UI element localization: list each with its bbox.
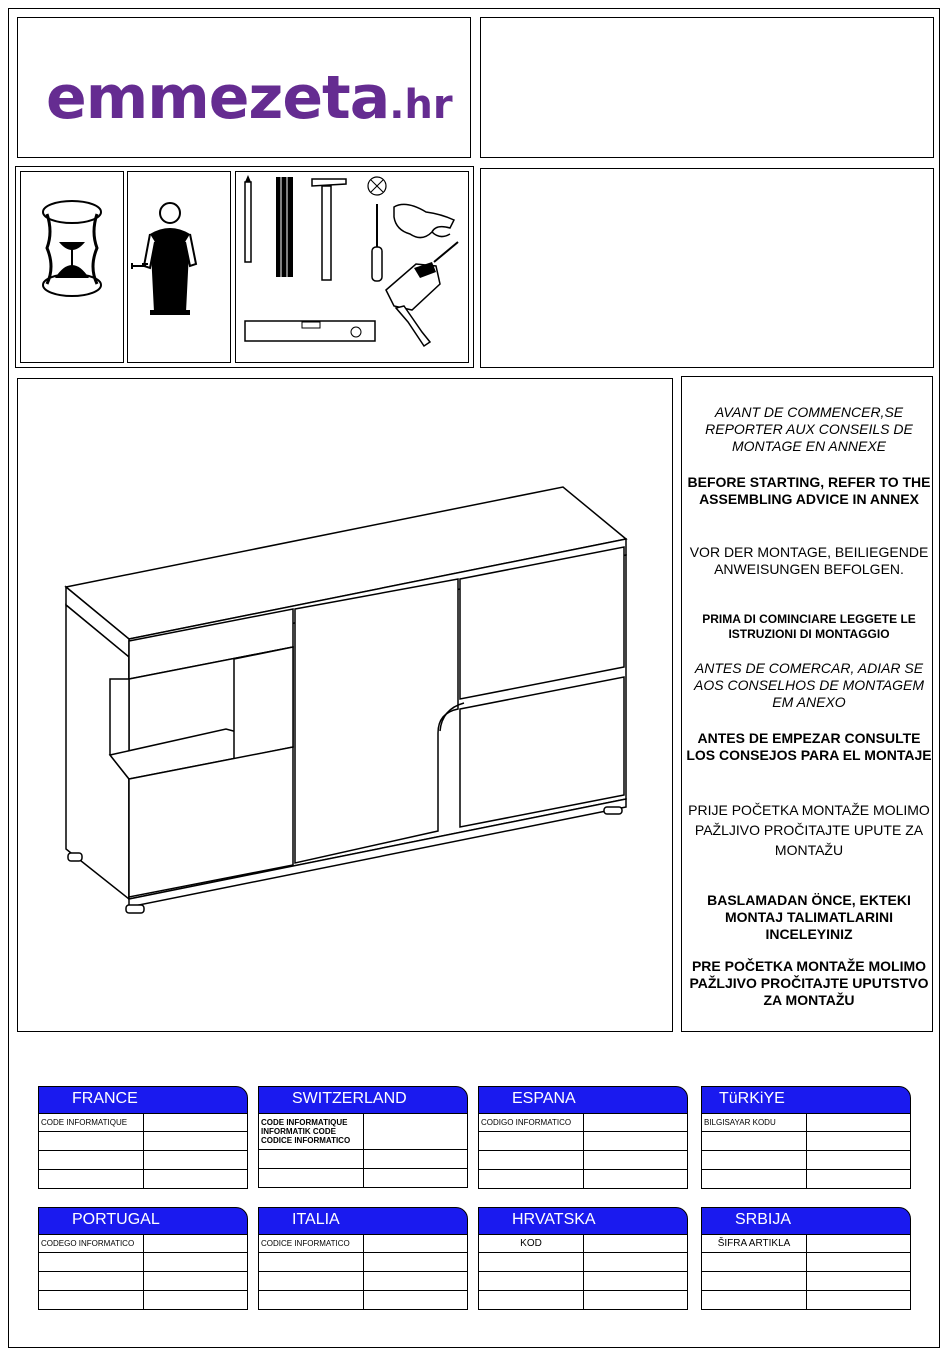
country-table-italia: [258, 1207, 468, 1310]
code-label-line: CODICE INFORMATICO: [261, 1135, 351, 1145]
code-label: CODICE INFORMATICO: [259, 1234, 364, 1253]
code-cell[interactable]: [807, 1113, 911, 1132]
code-cell[interactable]: [584, 1291, 688, 1310]
advice-turkish: BASLAMADAN ÖNCE, EKTEKI MONTAJ TALIMATLARINI INCELEYINIZ: [707, 892, 911, 942]
country-name: FRANCE: [72, 1090, 138, 1107]
code-cell[interactable]: [479, 1170, 584, 1189]
pencil-icon: [245, 175, 251, 262]
tools-panel: [235, 171, 469, 363]
country-table-srbija: [701, 1207, 911, 1310]
code-cell[interactable]: [39, 1170, 144, 1189]
code-table: [478, 1233, 688, 1310]
blank-tools-side-box: [480, 168, 934, 368]
code-label: ŠIFRA ARTIKLA: [702, 1234, 807, 1253]
stopwatch-icon: [21, 172, 125, 364]
code-label: KOD: [479, 1234, 584, 1253]
code-label: CODIGO INFORMATICO: [479, 1113, 584, 1132]
code-cell[interactable]: [807, 1132, 911, 1151]
code-label: CODEGO INFORMATICO: [39, 1234, 144, 1253]
crossed-screw-icon: [368, 177, 386, 195]
code-cell[interactable]: [144, 1234, 248, 1253]
logo-brand: emmezeta: [46, 63, 390, 133]
folding-ruler-icon: [276, 177, 293, 277]
country-tab: [38, 1207, 248, 1235]
code-label-line: INFORMATIK CODE: [261, 1126, 336, 1136]
code-cell[interactable]: [364, 1150, 468, 1169]
code-cell[interactable]: [584, 1234, 688, 1253]
product-illustration-box: [17, 378, 673, 1032]
advice-english: BEFORE STARTING, REFER TO THE ASSEMBLING ADVICE IN ANNEX: [687, 474, 931, 507]
country-tab: [701, 1086, 911, 1114]
advice-spanish: ANTES DE EMPEZAR CONSULTE LOS CONSEJOS PARA EL MONTAJE: [686, 730, 932, 763]
screwdriver-icon: [372, 204, 382, 281]
advice-portuguese: ANTES DE COMERCAR, ADIAR SE AOS CONSELHOS DE MONTAGEM EM ANEXO: [694, 660, 924, 710]
code-cell[interactable]: [702, 1291, 807, 1310]
advice-croatian: PRIJE POČETKA MONTAŽE MOLIMO PAŽLJIVO PROČITAJTE UPUTE ZA MONTAŽU: [688, 802, 930, 858]
code-cell[interactable]: [702, 1170, 807, 1189]
code-cell[interactable]: [364, 1113, 468, 1150]
logo-box: [17, 17, 471, 158]
code-cell[interactable]: [584, 1132, 688, 1151]
country-tab: [258, 1086, 468, 1114]
code-cell[interactable]: [259, 1169, 364, 1188]
code-table: [38, 1233, 248, 1310]
country-table-portugal: [38, 1207, 248, 1310]
hammer-icon: [312, 179, 346, 280]
code-label: [259, 1113, 364, 1150]
code-cell[interactable]: [259, 1272, 364, 1291]
code-cell[interactable]: [144, 1151, 248, 1170]
blank-top-box: [480, 17, 934, 158]
code-cell[interactable]: [364, 1253, 468, 1272]
country-name: PORTUGAL: [72, 1211, 160, 1228]
sideboard-illustration: [18, 379, 672, 1031]
code-cell[interactable]: [807, 1234, 911, 1253]
code-table: [701, 1112, 911, 1189]
code-cell[interactable]: [39, 1151, 144, 1170]
code-table: [258, 1112, 468, 1188]
code-cell[interactable]: [144, 1132, 248, 1151]
code-cell[interactable]: [39, 1272, 144, 1291]
code-cell[interactable]: [702, 1253, 807, 1272]
country-name: ITALIA: [292, 1211, 340, 1228]
code-cell[interactable]: [807, 1151, 911, 1170]
advice-french: AVANT DE COMMENCER,SE REPORTER AUX CONSEILS DE MONTAGE EN ANNEXE: [705, 404, 913, 454]
code-cell[interactable]: [807, 1272, 911, 1291]
code-cell[interactable]: [584, 1170, 688, 1189]
code-cell[interactable]: [144, 1113, 248, 1132]
code-cell[interactable]: [259, 1253, 364, 1272]
stopwatch-panel: [20, 171, 124, 363]
code-table: [478, 1112, 688, 1189]
code-cell[interactable]: [259, 1291, 364, 1310]
country-tab: [38, 1086, 248, 1114]
country-table-hrvatska: [478, 1207, 688, 1310]
code-cell[interactable]: [144, 1170, 248, 1189]
country-table-turkiye: [701, 1086, 911, 1189]
country-name: SWITZERLAND: [292, 1090, 407, 1107]
assembly-advice: [684, 378, 934, 1032]
code-cell[interactable]: [479, 1151, 584, 1170]
code-cell[interactable]: [259, 1150, 364, 1169]
code-cell[interactable]: [39, 1291, 144, 1310]
safety-glasses-icon: [394, 204, 454, 237]
code-cell[interactable]: [807, 1253, 911, 1272]
country-name: TüRKiYE: [719, 1090, 785, 1107]
code-cell[interactable]: [144, 1272, 248, 1291]
code-cell[interactable]: [584, 1253, 688, 1272]
code-label: CODE INFORMATIQUE: [39, 1113, 144, 1132]
code-cell[interactable]: [144, 1291, 248, 1310]
code-label-line: CODE INFORMATIQUE: [261, 1117, 348, 1127]
country-name: ESPANA: [512, 1090, 576, 1107]
country-tab: [701, 1207, 911, 1235]
code-cell[interactable]: [584, 1272, 688, 1291]
code-table: [701, 1233, 911, 1310]
code-cell[interactable]: [364, 1234, 468, 1253]
code-cell[interactable]: [584, 1113, 688, 1132]
code-cell[interactable]: [702, 1151, 807, 1170]
country-tab: [478, 1207, 688, 1235]
tools-illustration: [236, 172, 470, 364]
code-cell[interactable]: [364, 1272, 468, 1291]
code-cell[interactable]: [584, 1151, 688, 1170]
country-table-switzerland: [258, 1086, 468, 1188]
code-cell[interactable]: [807, 1291, 911, 1310]
code-cell[interactable]: [807, 1170, 911, 1189]
spirit-level-icon: [245, 321, 375, 341]
country-table-france: [38, 1086, 248, 1189]
advice-german: VOR DER MONTAGE, BEILIEGENDE ANWEISUNGEN BEFOLGEN.: [689, 544, 929, 577]
worker-panel: [127, 171, 231, 363]
code-cell[interactable]: [39, 1253, 144, 1272]
advice-italian: PRIMA DI COMINCIARE LEGGETE LE ISTRUZIONI DI MONTAGGIO: [702, 612, 916, 641]
code-table: [38, 1112, 248, 1189]
code-label: BILGISAYAR KODU: [702, 1113, 807, 1132]
country-tab: [478, 1086, 688, 1114]
code-cell[interactable]: [364, 1169, 468, 1188]
worker-icon: [128, 172, 232, 364]
country-name: SRBIJA: [735, 1211, 792, 1228]
drill-icon: [386, 242, 458, 346]
advice-serbian: PRE POČETKA MONTAŽE MOLIMO PAŽLJIVO PROČITAJTE UPUTSTVO ZA MONTAŽU: [689, 958, 929, 1008]
code-cell[interactable]: [702, 1272, 807, 1291]
country-table-espana: [478, 1086, 688, 1189]
code-cell[interactable]: [479, 1291, 584, 1310]
brand-logo: [46, 63, 453, 133]
code-cell[interactable]: [144, 1253, 248, 1272]
country-tab: [258, 1207, 468, 1235]
code-table: [258, 1233, 468, 1310]
code-cell[interactable]: [39, 1132, 144, 1151]
code-cell[interactable]: [479, 1132, 584, 1151]
code-cell[interactable]: [479, 1253, 584, 1272]
code-cell[interactable]: [479, 1272, 584, 1291]
code-cell[interactable]: [702, 1132, 807, 1151]
logo-tld: .hr: [389, 82, 453, 128]
code-cell[interactable]: [364, 1291, 468, 1310]
country-name: HRVATSKA: [512, 1211, 596, 1228]
